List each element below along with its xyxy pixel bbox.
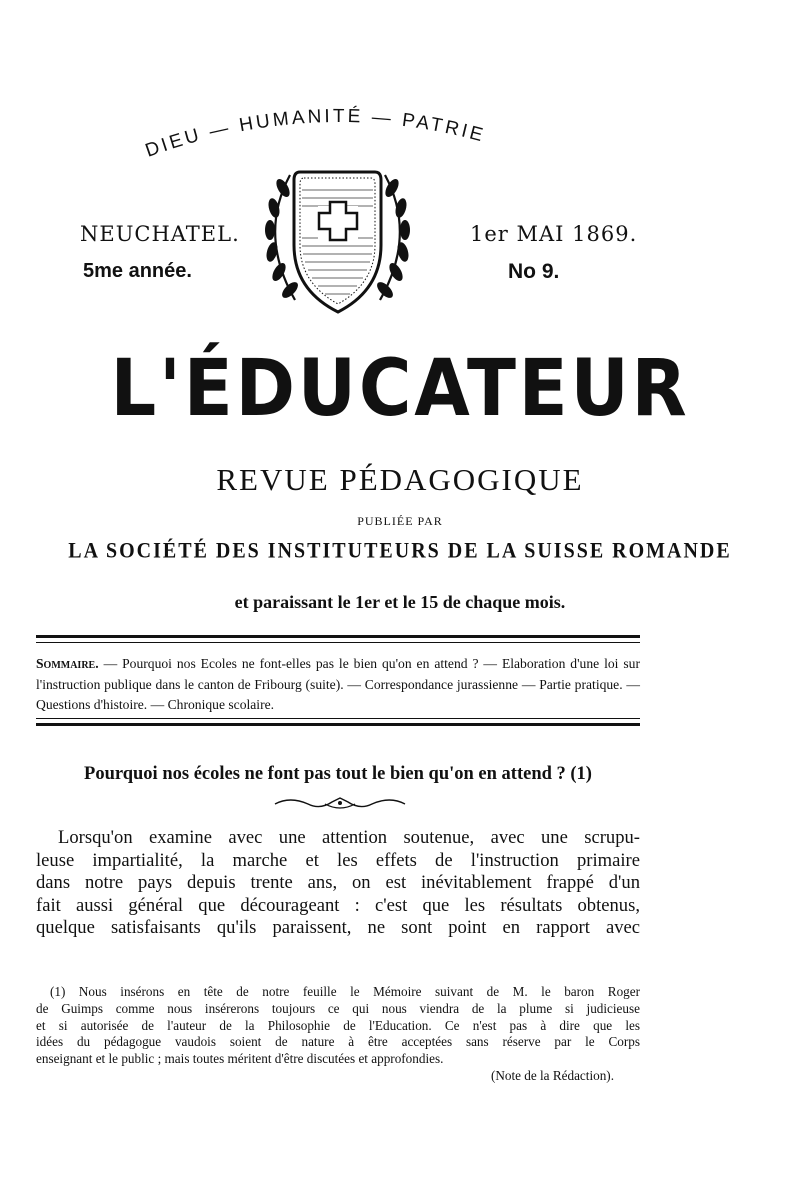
journal-subtitle: REVUE PÉDAGOGIQUE (216, 462, 584, 497)
article-line: fait aussi général que décourageant : c'est que les résultats obtenus, (36, 894, 640, 916)
publication-schedule: et paraissant le 1er et le 15 de chaque mois. (234, 592, 566, 612)
ornament-divider (270, 792, 410, 816)
article-line: Lorsqu'on examine avec une attention soutenue, avec une scrupu- (58, 827, 640, 848)
footnote-line: de Guimps comme nous insérerons toujours ce qui nous viendra de la plume si judicieuse (36, 1000, 640, 1016)
article-line: dans notre pays depuis trente ans, on est inévitablement frappé d'un (36, 872, 640, 893)
divider-thick-top (36, 635, 640, 638)
issue-number: No 9. (508, 260, 560, 283)
footnote (36, 984, 640, 1085)
shield-outline (294, 172, 381, 312)
divider-thick-bottom (36, 723, 640, 726)
sommaire-text: — Pourquoi nos Ecoles ne font-elles pas le bien qu'on en attend ? — Elaboration d'une loi sur l'instruction publique dans le canton de Fribourg (suite). — Correspondance jurassienne — Partie pratique. — Questions d'histoire. — Chronique scolaire. (36, 656, 640, 712)
society-name: LA SOCIÉTÉ DES INSTITUTEURS DE LA SUISSE ROMANDE (68, 538, 732, 564)
journal-title: L'ÉDUCATEUR (110, 344, 690, 434)
divider-thin-bottom (36, 718, 640, 719)
footnote-line: et si autorisée de l'auteur de la Philosophie de l'Education. Ce n'est pas à dire que les (36, 1017, 640, 1033)
issue-meta-right (470, 222, 640, 284)
footnote-credit: (Note de la Rédaction). (490, 1067, 614, 1083)
footnote-line: enseignant et le public ; mais toutes méritent d'être discutées et approfondies. (36, 1051, 444, 1067)
shield-icon (250, 150, 425, 325)
year-label: 5me année. (83, 260, 192, 282)
article-line: quelque satisfaisants qu'ils paraissent, ne sont point en rapport avec (36, 917, 640, 938)
swiss-shield-emblem (250, 150, 425, 325)
footnote-line: idées du pédagogue vaudois soient de nature à être acceptées sans réserve par le Corps (36, 1034, 640, 1050)
sommaire-label: Sommaire. (36, 656, 99, 671)
motto-textpath: DIEU — HUMANITÉ — PATRIE (142, 105, 488, 162)
divider-thin-top (36, 642, 640, 643)
article-line: leuse impartialité, la marche et les effets de l'instruction primaire (36, 849, 640, 871)
issue-meta-left (80, 222, 260, 283)
issue-date: 1er MAI 1869. (470, 222, 638, 246)
article-body (36, 827, 640, 940)
article-title: Pourquoi nos écoles ne font pas tout le bien qu'on en attend ? (1) (84, 764, 592, 784)
published-by: PUBLIÉE PAR (357, 514, 443, 528)
table-of-contents (36, 654, 640, 716)
footnote-line: (1) Nous insérons en tête de notre feuille le Mémoire suivant de M. le baron Roger (50, 984, 640, 999)
flourish-icon (270, 792, 410, 816)
city-label: NEUCHATEL. (80, 222, 240, 246)
